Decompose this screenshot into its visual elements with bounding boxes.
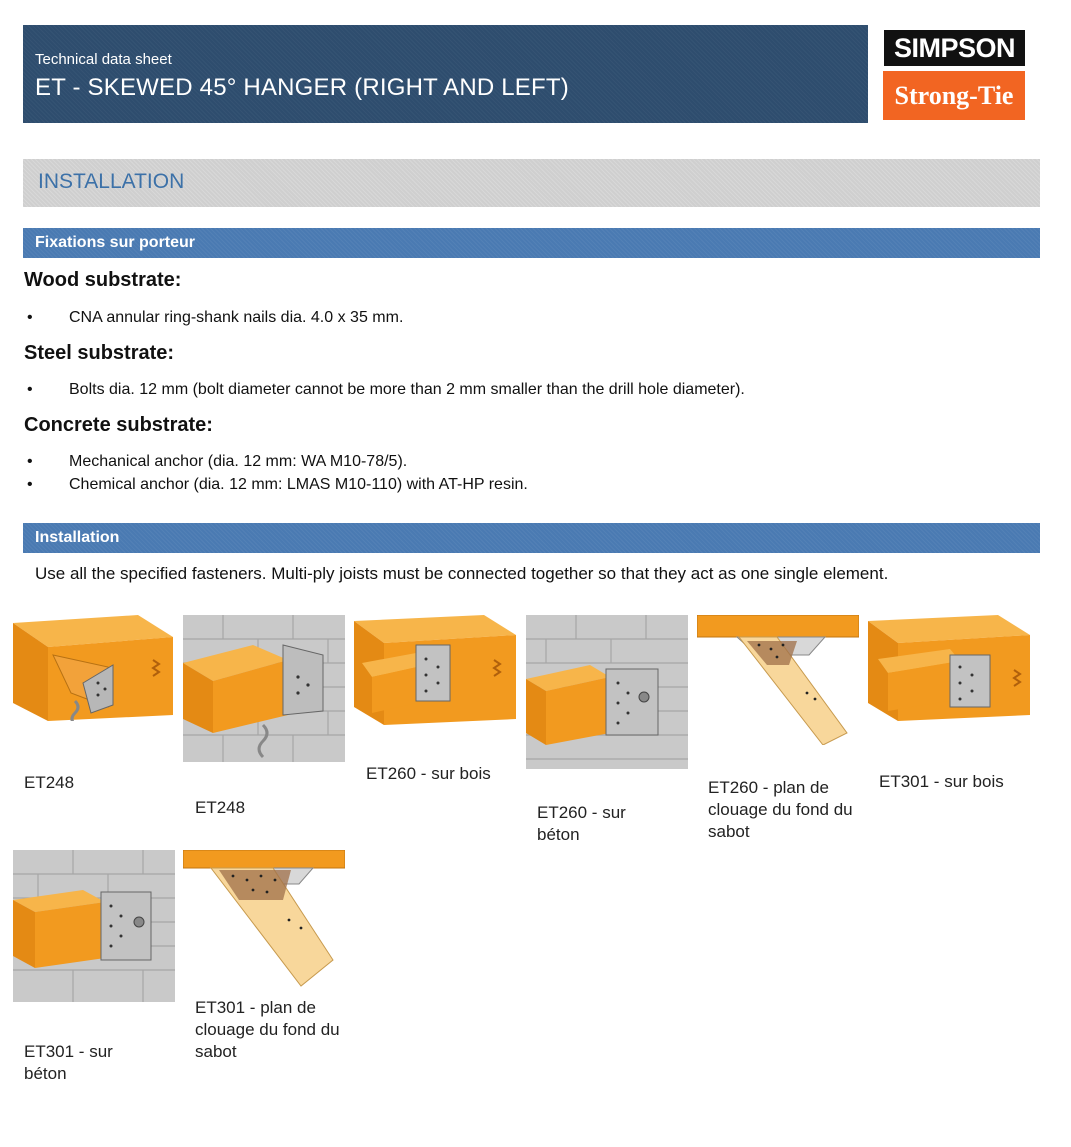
wood-item: CNA annular ring-shank nails dia. 4.0 x 35 mm. bbox=[69, 309, 404, 326]
logo-simpson: SIMPSON bbox=[884, 30, 1025, 66]
installation-text: Use all the specified fasteners. Multi-ply joists must be connected together so that they act as one single element. bbox=[35, 564, 889, 583]
concrete-item: Chemical anchor (dia. 12 mm: LMAS M10-110) with AT-HP resin. bbox=[69, 476, 528, 493]
concrete-item: Mechanical anchor (dia. 12 mm: WA M10-78/5). bbox=[69, 453, 408, 470]
figure-et260-concrete bbox=[526, 615, 688, 769]
figure-caption: ET260 - plan de clouage du fond du sabot bbox=[708, 778, 853, 841]
figure-caption: ET248 bbox=[195, 798, 246, 817]
page-title: ET - SKEWED 45° HANGER (RIGHT AND LEFT) bbox=[35, 74, 569, 101]
bullet: • bbox=[27, 453, 33, 470]
bullet: • bbox=[27, 309, 33, 326]
figure-et260-wood bbox=[354, 615, 516, 727]
wood-heading: Wood substrate: bbox=[24, 269, 182, 291]
figure-caption: ET248 bbox=[24, 773, 75, 792]
figure-caption: ET301 - sur bois bbox=[879, 772, 1004, 791]
figure-caption: ET301 - sur béton bbox=[24, 1042, 113, 1083]
logo-strong-tie: Strong-Tie bbox=[883, 71, 1025, 120]
installation-bar-label: Installation bbox=[35, 529, 120, 546]
figure-et301-nailing-plan bbox=[183, 850, 345, 988]
header-subtitle: Technical data sheet bbox=[35, 51, 172, 68]
figure-et260-nailing-plan bbox=[697, 615, 859, 745]
figure-et248-concrete bbox=[183, 615, 345, 762]
figure-caption: ET260 - sur béton bbox=[537, 803, 626, 844]
concrete-heading: Concrete substrate: bbox=[24, 414, 213, 436]
figure-et301-concrete bbox=[13, 850, 175, 1002]
figure-et301-wood bbox=[868, 615, 1030, 723]
section-title: INSTALLATION bbox=[38, 170, 185, 193]
bullet: • bbox=[27, 381, 33, 398]
figure-caption: ET301 - plan de clouage du fond du sabot bbox=[195, 998, 340, 1061]
figure-caption: ET260 - sur bois bbox=[366, 764, 491, 783]
bullet: • bbox=[27, 476, 33, 493]
installation-bar bbox=[23, 523, 1040, 553]
figure-et248-wood bbox=[13, 615, 173, 721]
steel-heading: Steel substrate: bbox=[24, 342, 175, 364]
steel-item: Bolts dia. 12 mm (bolt diameter cannot be more than 2 mm smaller than the drill hole diameter). bbox=[69, 381, 745, 398]
fixations-bar-label: Fixations sur porteur bbox=[35, 234, 196, 251]
